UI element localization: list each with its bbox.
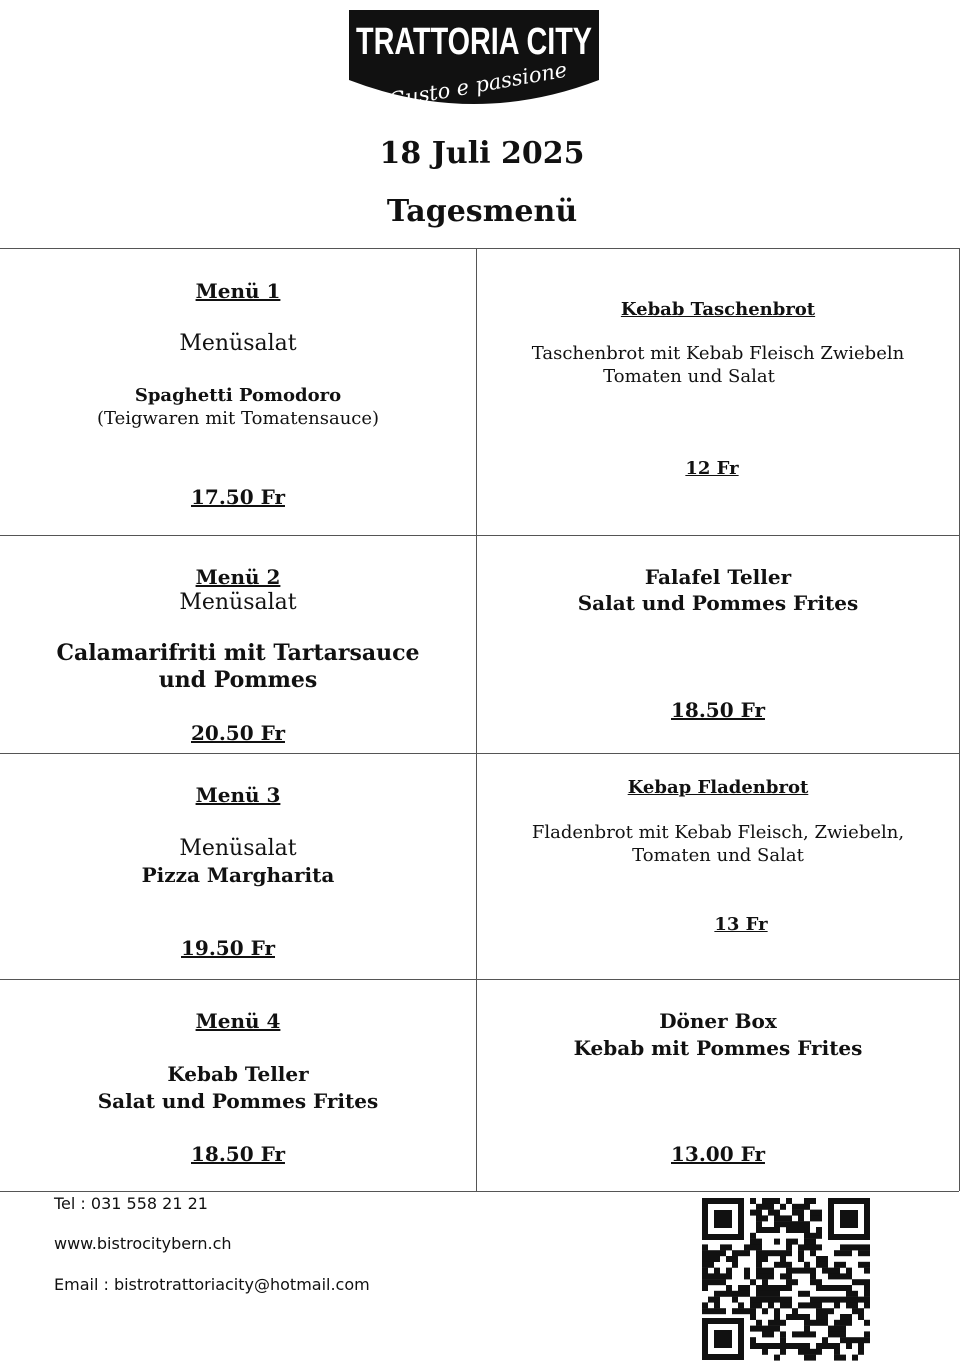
menu-cell-menu-2 [0,536,477,753]
item-heading: Menü 2 [195,565,281,589]
menu-row [0,980,959,1192]
item-subheading: Salat und Pommes Frites [577,591,859,615]
item-description: Tomaten und Salat [632,845,804,866]
item-heading: Menü 1 [195,279,281,303]
item-salad: Menüsalat [179,331,297,356]
item-price: 18.50 Fr [191,1142,285,1166]
item-heading: Menü 3 [195,783,281,807]
menu-cell-menu-1 [0,249,477,535]
item-salad: Menüsalat [179,836,297,861]
item-price: 13.00 Fr [671,1142,765,1166]
item-dish: Pizza Margharita [141,863,335,887]
item-heading: Menü 4 [195,1009,281,1033]
item-salad: Menüsalat [179,590,297,615]
item-price: 20.50 Fr [191,721,285,745]
item-heading: Kebab Taschenbrot [620,299,816,320]
item-heading: Kebap Fladenbrot [627,777,809,798]
menu-cell-menu-4 [0,980,477,1191]
item-price: 13 Fr [714,914,768,935]
item-dish: Spaghetti Pomodoro [134,385,342,406]
menu-cell-kebap-fladenbrot [477,754,959,979]
menu-cell-kebab-taschenbrot [477,249,959,535]
menu-row [0,536,959,754]
menu-row [0,754,959,980]
email-link[interactable]: Email : bistrotrattoriacity@hotmail.com [54,1275,370,1294]
menu-cell-menu-3 [0,754,477,979]
item-description: (Teigwaren mit Tomatensauce) [96,408,380,429]
item-price: 17.50 Fr [191,485,285,509]
item-dish: Salat und Pommes Frites [97,1089,379,1113]
item-price: 18.50 Fr [671,698,765,722]
phone-number: Tel : 031 558 21 21 [54,1194,208,1213]
item-description: Tomaten und Salat [603,366,775,387]
logo-name: TRATTORIA CITY [356,21,592,63]
qr-code-icon[interactable] [700,1196,872,1362]
item-subheading: Kebab mit Pommes Frites [573,1036,863,1060]
item-price: 19.50 Fr [181,936,275,960]
item-description: Taschenbrot mit Kebab Fleisch Zwiebeln [531,343,905,364]
item-dish: und Pommes [158,667,318,693]
page-title: Tagesmenü [386,194,578,229]
menu-table [0,248,960,1191]
item-price: 12 Fr [685,458,739,479]
item-description: Fladenbrot mit Kebab Fleisch, Zwiebeln, [531,822,905,843]
website-link[interactable]: www.bistrocitybern.ch [54,1234,232,1253]
item-heading: Döner Box [659,1009,777,1033]
item-dish: Calamarifriti mit Tartarsauce [56,640,420,666]
menu-date: 18 Juli 2025 [379,136,585,171]
restaurant-logo [349,10,599,114]
item-heading: Falafel Teller [644,565,792,589]
logo-tagline: Gusto e passione [386,57,569,113]
menu-cell-falafel-teller [477,536,959,753]
menu-row [0,249,959,536]
menu-cell-doener-box [477,980,959,1191]
item-dish: Kebab Teller [167,1062,309,1086]
